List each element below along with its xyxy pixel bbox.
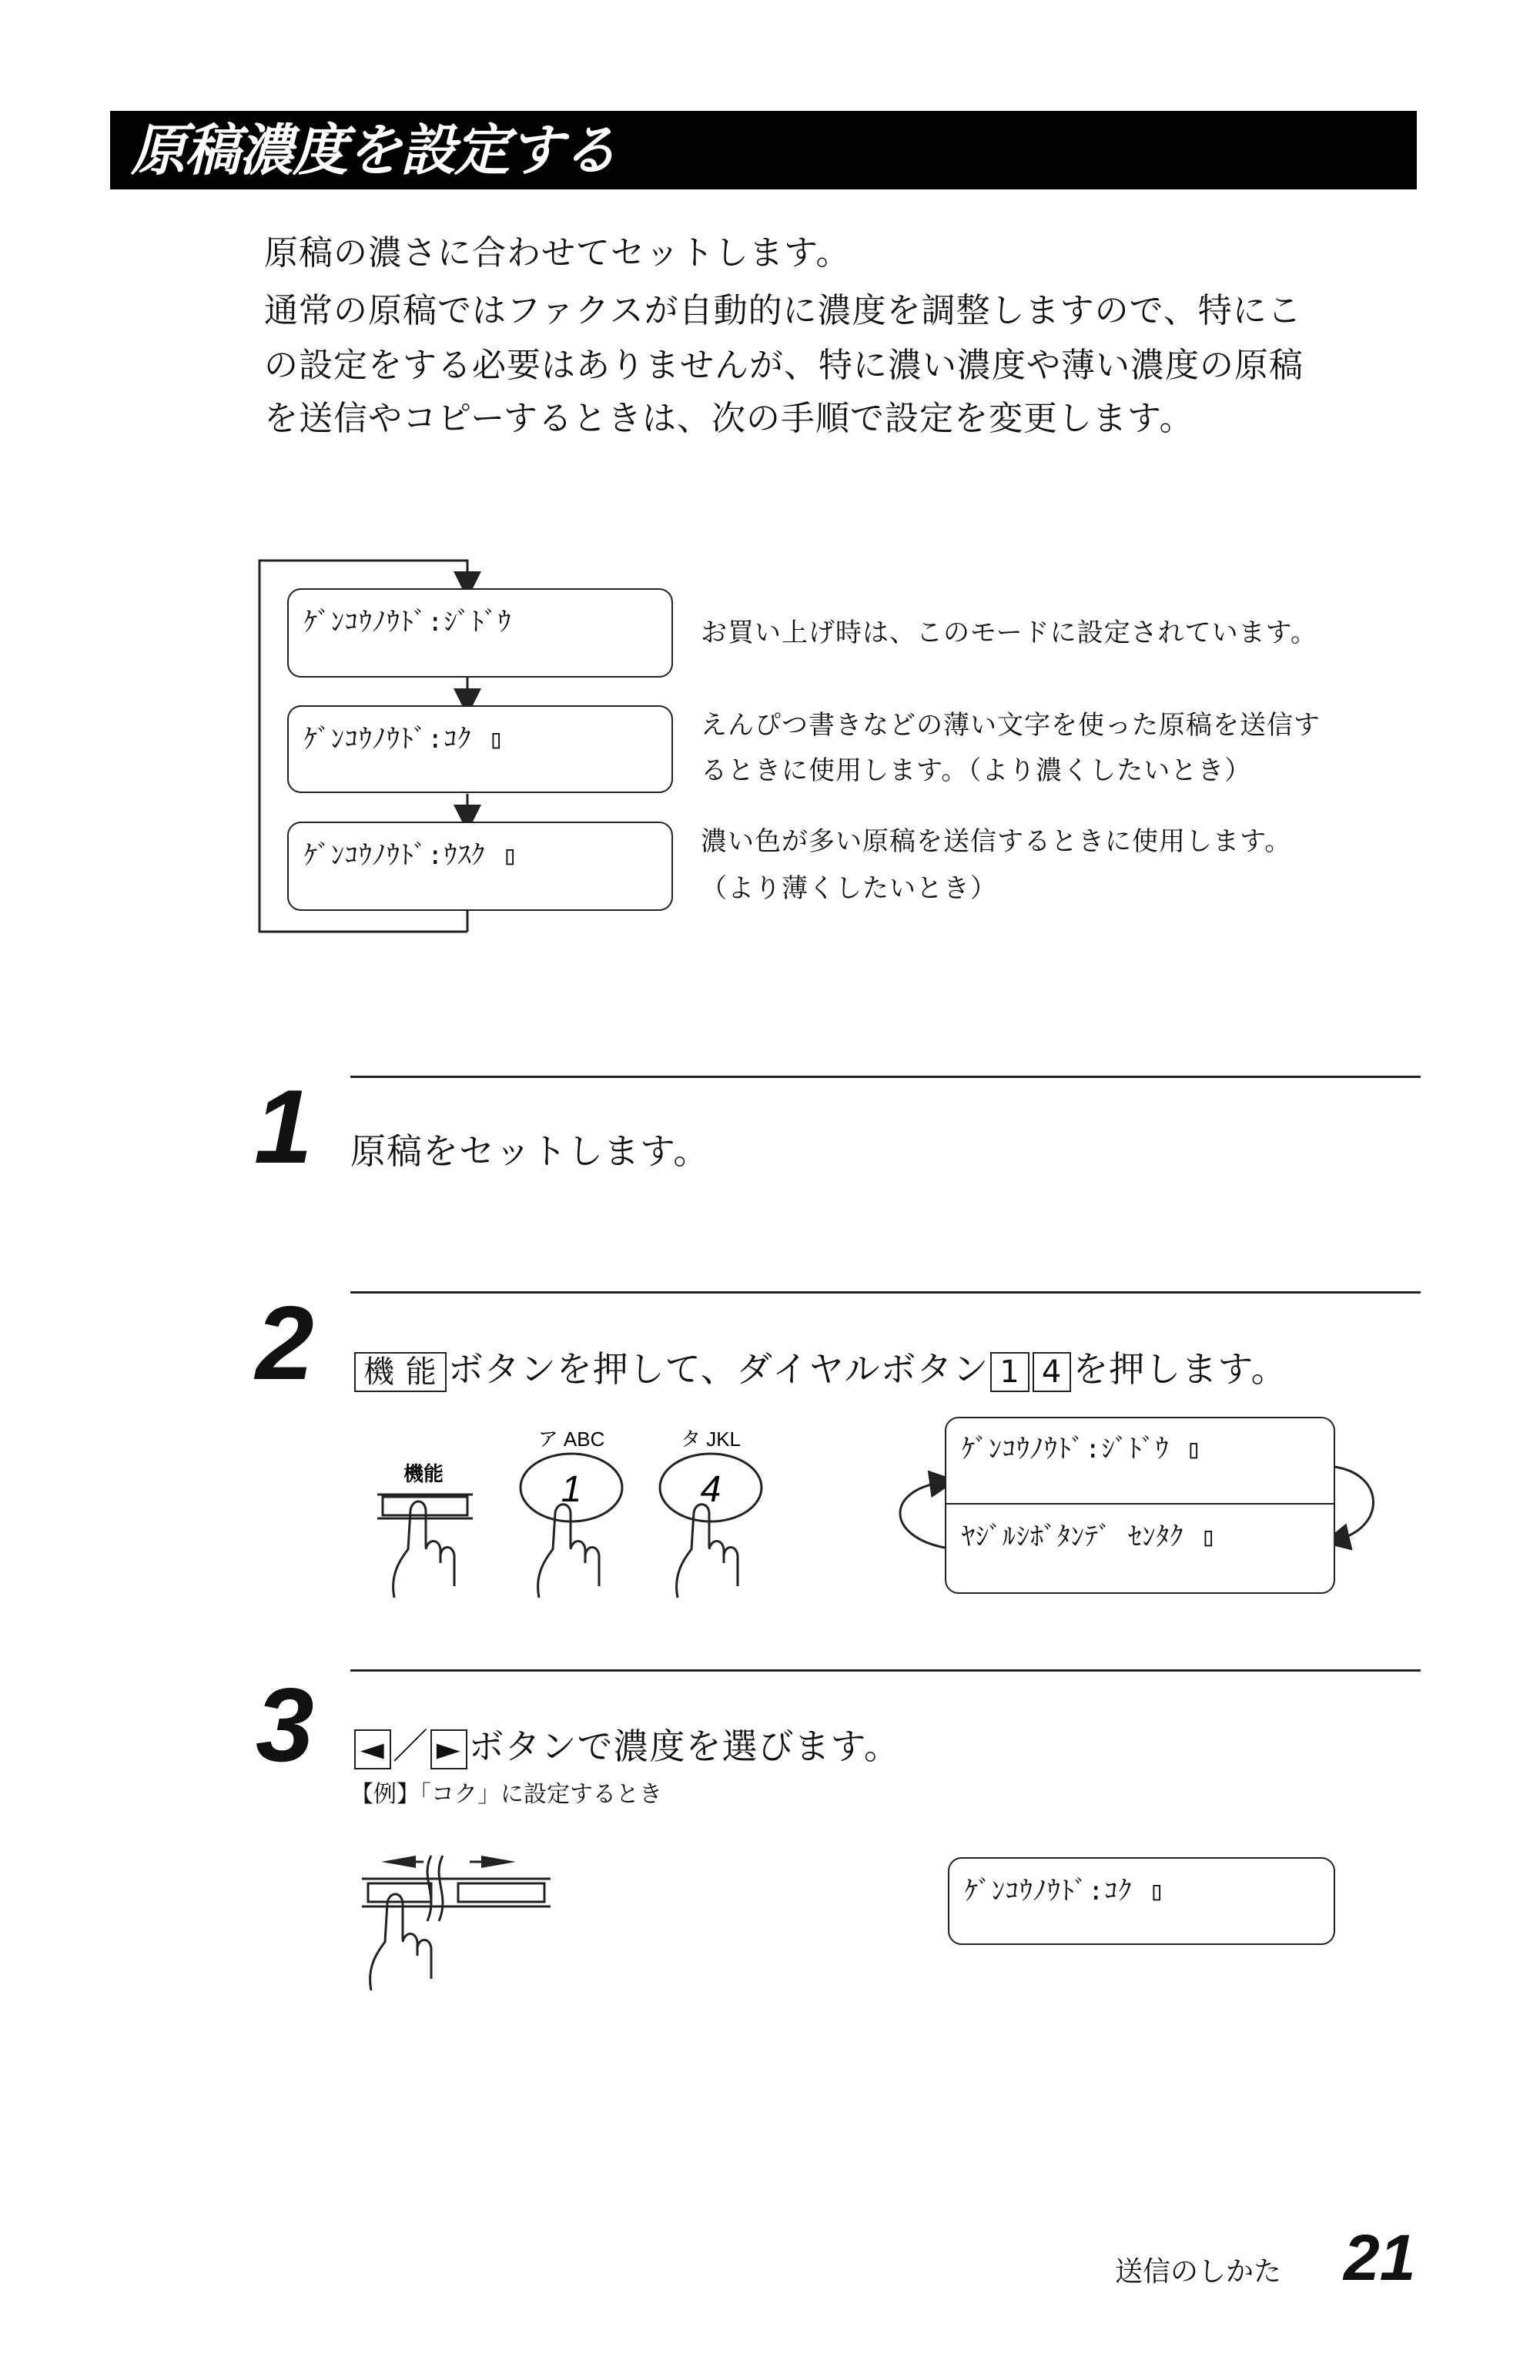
dial-key-4-label: 4 xyxy=(1033,1352,1071,1392)
lcd-mode-light-text: ｹﾞﾝｺｳﾉｳﾄﾞ:ｳｽｸ ▯ xyxy=(304,840,519,871)
left-arrow-button[interactable] xyxy=(368,1883,431,1902)
lcd-step-3-text: ｹﾞﾝｺｳﾉｳﾄﾞ:ｺｸ ▯ xyxy=(965,1876,1166,1906)
lcd-step-2-line-1: ｹﾞﾝｺｳﾉｳﾄﾞ:ｼﾞﾄﾞｳ ▯ xyxy=(962,1434,1203,1464)
dial-1-digit: 1 xyxy=(561,1469,582,1510)
intro-line-1: 原稿の濃さに合わせてセットします。 xyxy=(264,233,851,273)
step-1-number: 1 xyxy=(254,1068,313,1185)
lcd-step-3 xyxy=(948,1857,1335,1945)
separator: ／ xyxy=(392,1726,429,1767)
function-key-label: 機 能 xyxy=(354,1352,447,1392)
step-2-number: 2 xyxy=(256,1284,314,1401)
right-arrow-icon xyxy=(481,1856,516,1868)
step-3-example: 【例】「コク」に設定するとき xyxy=(350,1781,662,1808)
dial-4-subtitle: タ JKL xyxy=(680,1428,742,1451)
lcd-mode-dark-text: ｹﾞﾝｺｳﾉｳﾄﾞ:ｺｸ ▯ xyxy=(304,724,505,755)
step-1-text: 原稿をセットします。 xyxy=(350,1130,710,1172)
step-2-text-a: ボタンを押して、ダイヤルボタン xyxy=(447,1348,989,1390)
panel-function-label: 機能 xyxy=(403,1462,444,1485)
right-arrow-key-label: ► xyxy=(430,1729,467,1769)
dial-key-1-label: 1 xyxy=(990,1352,1029,1392)
step-3-number: 3 xyxy=(256,1666,314,1783)
mode-light-desc-2: （より薄くしたいとき） xyxy=(701,873,997,904)
mode-dark-desc-2: るときに使用します。（より濃くしたいとき） xyxy=(701,755,1252,786)
dial-1-subtitle: ア ABC xyxy=(537,1428,605,1451)
lcd-step-2-line-2: ﾔｼﾞﾙｼﾎﾞﾀﾝﾃﾞ ｾﾝﾀｸ ▯ xyxy=(962,1521,1217,1552)
intro-line-4: を送信やコピーするときは、次の手順で設定を変更します。 xyxy=(264,399,1194,438)
left-arrow-icon xyxy=(381,1856,416,1868)
footer-section-label: 送信のしかた xyxy=(1115,2256,1282,2288)
mode-light-desc-1: 濃い色が多い原稿を送信するときに使用します。 xyxy=(701,826,1292,857)
step-3-text-main: ボタンで濃度を選びます。 xyxy=(468,1726,900,1767)
dial-4-digit: 4 xyxy=(700,1469,721,1510)
page-number: 21 xyxy=(1344,2221,1416,2294)
lcd-mode-auto-text: ｹﾞﾝｺｳﾉｳﾄﾞ:ｼﾞﾄﾞｳ xyxy=(304,607,512,638)
left-arrow-key-label: ◄ xyxy=(354,1729,391,1769)
page-title: 原稿濃度を設定する xyxy=(131,118,617,182)
hand-press-icon xyxy=(370,1894,431,1990)
mode-auto-desc: お買い上げ時は、このモードに設定されています。 xyxy=(701,618,1317,648)
mode-dark-desc-1: えんぴつ書きなどの薄い文字を使った原稿を送信す xyxy=(701,710,1321,741)
step-2-text-b: を押します。 xyxy=(1073,1348,1287,1390)
intro-line-3: の設定をする必要はありませんが、特に濃い濃度や薄い濃度の原稿 xyxy=(264,346,1304,385)
right-arrow-button[interactable] xyxy=(458,1883,544,1902)
intro-line-2: 通常の原稿ではファクスが自動的に濃度を調整しますので、特にこ xyxy=(264,291,1302,330)
